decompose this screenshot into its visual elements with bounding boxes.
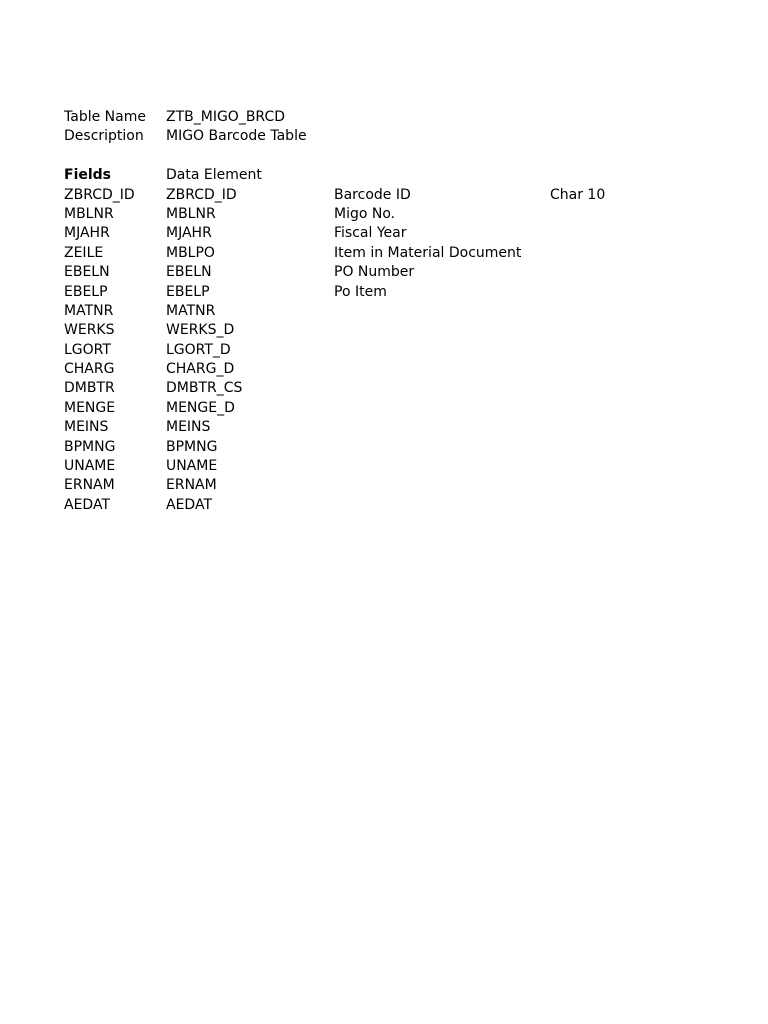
field-type-cell: Char 10 [550, 186, 606, 203]
field-rows [64, 186, 650, 516]
data-element-cell: BPMNG [166, 438, 218, 455]
data-element-cell: WERKS_D [166, 322, 235, 339]
table-name-row [64, 108, 650, 127]
table-definition-sheet [64, 108, 650, 515]
field-type-cell [550, 244, 650, 263]
data-element-cell: MBLPO [166, 244, 215, 261]
field-description-cell [334, 302, 550, 321]
field-type-cell [550, 360, 650, 379]
field-name-cell: CHARG [64, 361, 115, 378]
field-name-cell: EBELN [64, 264, 110, 281]
field-name-cell: AEDAT [64, 496, 110, 513]
table-name-value: ZTB_MIGO_BRCD [166, 109, 286, 125]
description-label: Description [64, 128, 144, 145]
field-row [64, 186, 650, 205]
description-value: MIGO Barcode Table [166, 128, 307, 145]
blank-row [64, 147, 650, 166]
field-type-cell [550, 205, 650, 224]
data-element-cell: EBELN [166, 264, 212, 281]
data-element-cell: LGORT_D [166, 341, 231, 358]
field-name-cell: MEINS [64, 419, 109, 436]
field-name-cell: MENGE [64, 399, 116, 416]
field-type-cell [550, 321, 650, 340]
data-element-cell: AEDAT [166, 496, 212, 513]
field-description-cell [334, 360, 550, 379]
field-type-cell [550, 263, 650, 282]
field-description-cell [334, 341, 550, 360]
field-name-cell: ZEILE [64, 244, 104, 261]
field-description-cell: Barcode ID [334, 186, 411, 203]
field-type-cell [550, 457, 650, 476]
data-element-cell: MBLNR [166, 205, 216, 222]
field-type-cell [550, 379, 650, 398]
field-name-cell: MJAHR [64, 225, 110, 242]
field-row [64, 399, 650, 418]
field-row [64, 263, 650, 282]
field-row [64, 476, 650, 495]
field-description-cell: Migo No. [334, 205, 396, 222]
description-row [64, 127, 650, 146]
field-row [64, 283, 650, 302]
field-name-cell: UNAME [64, 458, 116, 475]
field-description-cell [334, 379, 550, 398]
data-element-cell: ZBRCD_ID [166, 186, 237, 203]
data-element-cell: MATNR [166, 302, 216, 319]
field-row [64, 321, 650, 340]
field-row [64, 418, 650, 437]
field-type-cell [550, 283, 650, 302]
field-description-cell [334, 438, 550, 457]
field-type-cell [550, 496, 650, 515]
data-element-cell: DMBTR_CS [166, 380, 243, 397]
data-element-cell: EBELP [166, 283, 210, 300]
field-description-cell [334, 418, 550, 437]
field-type-cell [550, 302, 650, 321]
table-name-label: Table Name [64, 109, 146, 125]
field-name-cell: MATNR [64, 302, 114, 319]
field-description-cell: Fiscal Year [334, 225, 407, 242]
data-element-cell: MJAHR [166, 225, 212, 242]
field-name-cell: ERNAM [64, 477, 115, 494]
field-description-cell [334, 476, 550, 495]
field-description-cell [334, 321, 550, 340]
data-element-cell: CHARG_D [166, 361, 235, 378]
data-element-header: Data Element [166, 167, 262, 184]
field-row [64, 205, 650, 224]
field-name-cell: BPMNG [64, 438, 116, 455]
field-type-cell [550, 399, 650, 418]
field-name-cell: MBLNR [64, 205, 114, 222]
field-name-cell: DMBTR [64, 380, 115, 397]
column-header-row [64, 166, 650, 185]
field-description-cell [334, 399, 550, 418]
field-row [64, 360, 650, 379]
field-row [64, 379, 650, 398]
field-type-cell [550, 476, 650, 495]
field-row [64, 341, 650, 360]
field-name-cell: LGORT [64, 341, 111, 358]
fields-header: Fields [64, 167, 112, 184]
data-element-cell: MENGE_D [166, 399, 235, 416]
field-description-cell [334, 496, 550, 515]
field-name-cell: EBELP [64, 283, 108, 300]
field-row [64, 302, 650, 321]
field-name-cell: ZBRCD_ID [64, 186, 135, 203]
data-element-cell: ERNAM [166, 477, 217, 494]
field-row [64, 496, 650, 515]
field-description-cell: Po Item [334, 283, 387, 300]
field-description-cell: PO Number [334, 264, 415, 281]
field-type-cell [550, 224, 650, 243]
field-row [64, 224, 650, 243]
field-type-cell [550, 438, 650, 457]
field-name-cell: WERKS [64, 322, 115, 339]
field-row [64, 457, 650, 476]
field-row [64, 438, 650, 457]
field-type-cell [550, 341, 650, 360]
data-element-cell: UNAME [166, 458, 218, 475]
field-description-cell: Item in Material Document [334, 244, 522, 261]
field-type-cell [550, 418, 650, 437]
data-element-cell: MEINS [166, 419, 211, 436]
field-row [64, 244, 650, 263]
field-description-cell [334, 457, 550, 476]
